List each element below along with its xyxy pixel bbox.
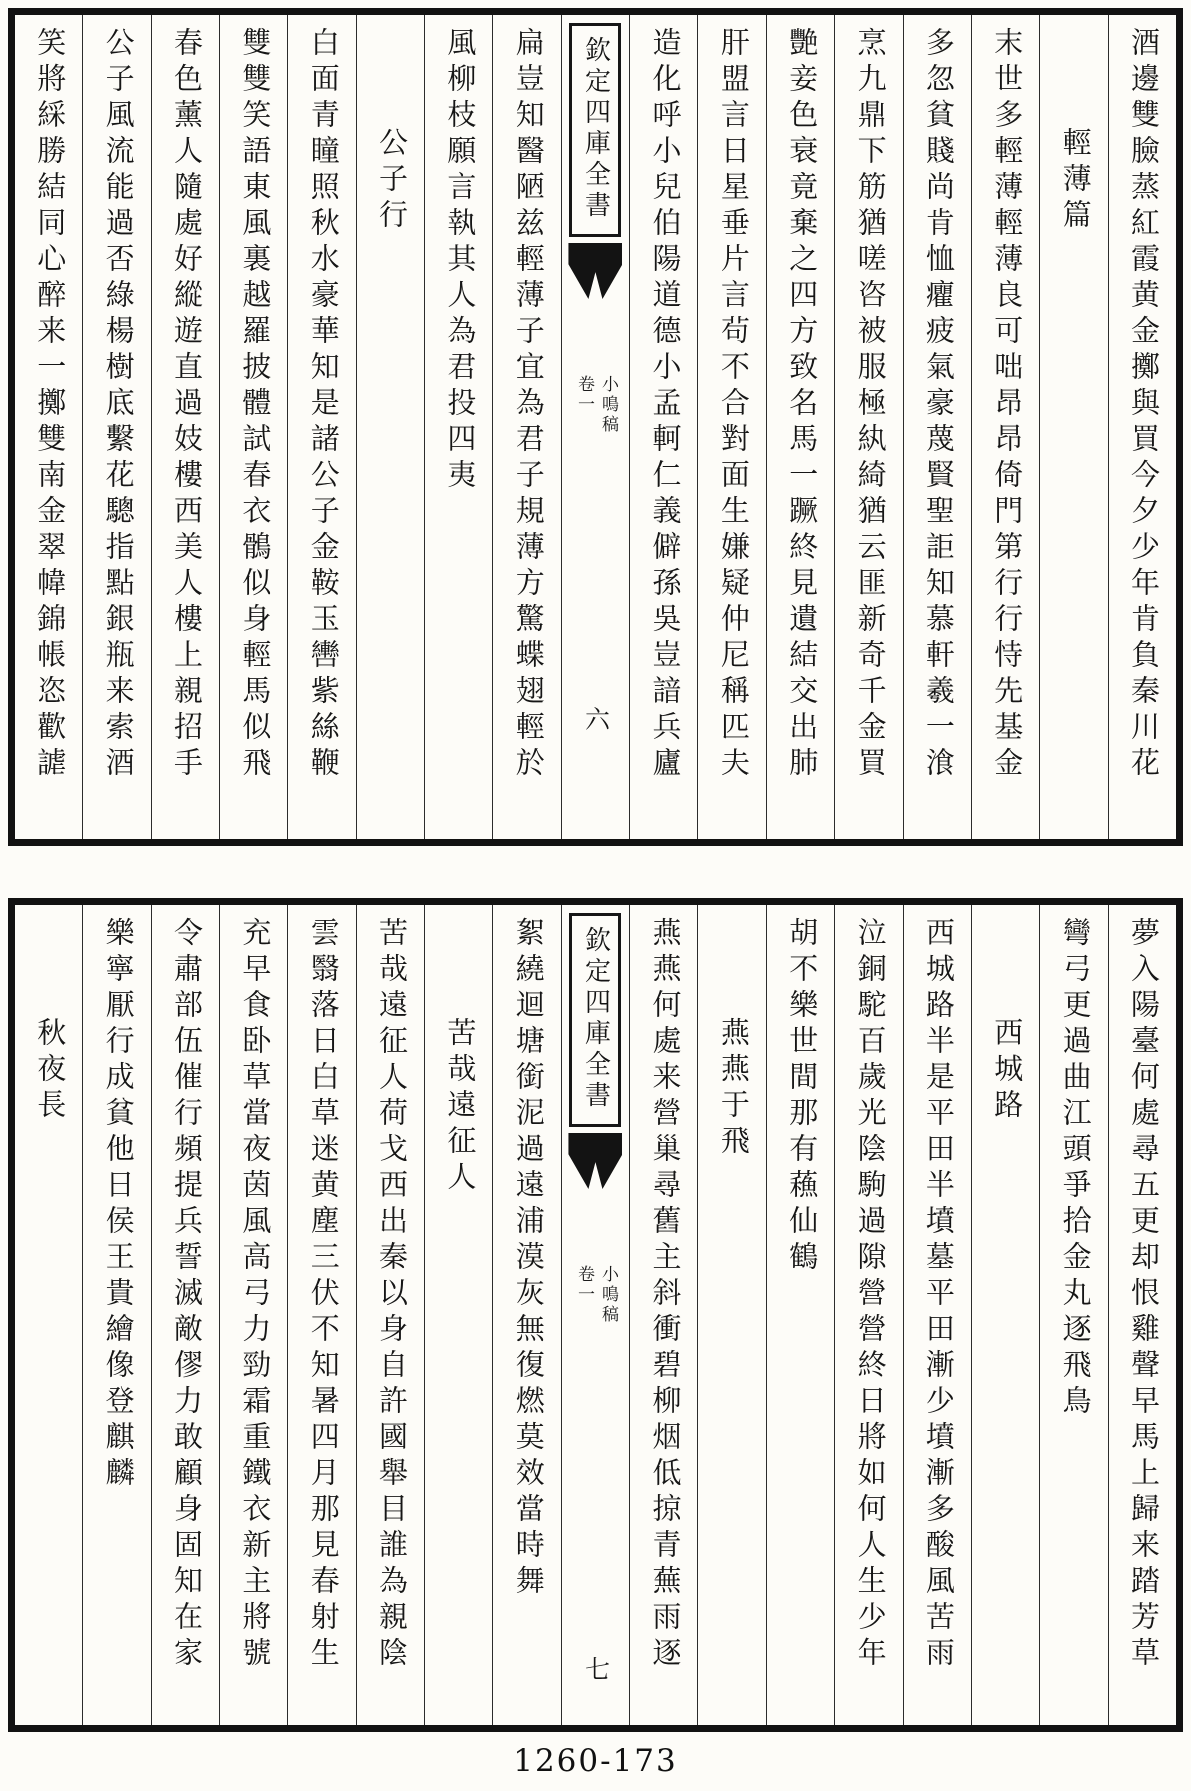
page-number: 1260-173: [513, 1742, 678, 1779]
center-fold-column: [562, 905, 630, 1725]
book-title: 小鳴稿: [597, 1265, 618, 1325]
poem-text-column: 苦哉遠征人荷戈西出秦以身自許國舉目誰為親陰: [357, 905, 425, 1725]
poem-text-column: 雙雙笑語東風裏越羅披體試春衣鶻似身輕馬似飛: [220, 15, 288, 839]
poem-title-column: 西城路: [972, 905, 1040, 1725]
poem-title-column: 輕薄篇: [1040, 15, 1108, 839]
poem-text-column: 春色薰人隨處好縱遊直過妓樓西美人樓上親招手: [152, 15, 220, 839]
poem-title-column: 公子行: [357, 15, 425, 839]
poem-text-column: 公子風流能過否綠楊樹底繫花驄指點銀瓶来索酒: [83, 15, 151, 839]
poem-text-column: 絮繞迴塘銜泥過遠浦漠灰無復燃莫效當時舞: [493, 905, 561, 1725]
folio-block-bottom: [8, 898, 1183, 1732]
poem-text-column: 夢入陽臺何處尋五更却恨雞聲早馬上歸来踏芳草: [1127, 917, 1161, 1673]
poem-title-column: 苦哉遠征人: [425, 905, 493, 1725]
poem-text-column: 造化呼小兒伯陽道德小孟軻仁義僻孫吳豈諳兵廬: [630, 15, 698, 839]
series-title-box: [569, 23, 621, 237]
poem-text-column: 泣銅駝百歲光陰駒過隙營營終日將如何人生少年: [835, 905, 903, 1725]
poem-text-column: 西城路半是平田半墳墓平田漸少墳漸多酸風苦雨: [904, 905, 972, 1725]
series-title: 欽定四庫全書: [580, 36, 611, 222]
column-grid-bottom: [15, 905, 1176, 1725]
poem-title-column: 秋夜長: [15, 905, 83, 1725]
book-title: 小鳴稿: [597, 375, 618, 435]
poem-text-column: 末世多輕薄輕薄良可咄昂昂倚門第行行恃先基金: [972, 15, 1040, 839]
center-fold-column: [562, 15, 630, 839]
book-title-group: [573, 1265, 618, 1325]
poem-text-column: 樂寧厭行成貧他日侯王貴繪像登麒麟: [83, 905, 151, 1725]
folio-number: 七: [581, 1656, 611, 1681]
series-title-box: [569, 913, 621, 1127]
book-title-group: [573, 375, 618, 435]
poem-text-column: 多忽貧賤尚肯恤癯疲氣豪蔑賢聖詎知慕軒羲一湌: [904, 15, 972, 839]
volume-label: 卷一: [573, 375, 594, 415]
poem-text-column: 扁豈知醫陋兹輕薄子宜為君子規薄方驚蝶翅輕於: [493, 15, 561, 839]
fish-tail-mark: [568, 243, 622, 299]
folio-number: 六: [581, 706, 611, 731]
poem-text-column: 酒邊雙臉蒸紅霞黄金擲與買今夕少年肯負秦川花: [1127, 27, 1161, 783]
volume-label: 卷一: [573, 1265, 594, 1305]
poem-text-column: 白面青瞳照秋水豪華知是諸公子金鞍玉轡紫絲鞭: [288, 15, 356, 839]
poem-text-column: 令肅部伍催行頻提兵誓滅敵僇力敢顧身固知在家: [152, 905, 220, 1725]
poem-text-column: 胡不樂世間那有蘓仙鶴: [767, 905, 835, 1725]
poem-text-column: 雲翳落日白草迷黄塵三伏不知暑四月那見春射生: [288, 905, 356, 1725]
poem-text-column: 風柳枝願言執其人為君投四夷: [425, 15, 493, 839]
poem-text-column: 燕燕何處来營巢尋舊主斜衝碧柳烟低掠青蕪雨逐: [630, 905, 698, 1725]
poem-text-column: 笑將綵勝結同心醉来一擲雙南金翠幃錦帳恣歡謔: [15, 15, 83, 839]
block-gap: [0, 846, 1191, 898]
poem-text-column: 彎弓更過曲江頭爭拾金丸逐飛鳥: [1040, 905, 1108, 1725]
poem-text-column: 充早食卧草當夜茵風高弓力勁霜重鐵衣新主將號: [220, 905, 288, 1725]
folio-block-top: [8, 8, 1183, 846]
poem-text-column: 肝盟言日星垂片言茍不合對面生嫌疑仲尼稱匹夫: [698, 15, 766, 839]
poem-text-column: 艷妾色衰竟棄之四方致名馬一蹶終見遺結交出肺: [767, 15, 835, 839]
column-grid-top: [15, 15, 1176, 839]
series-title: 欽定四庫全書: [580, 926, 611, 1112]
poem-text-column: 烹九鼎下筋猶嗟咨被服極紈綺猶云匪新奇千金買: [835, 15, 903, 839]
poem-title-column: 燕燕于飛: [698, 905, 766, 1725]
fish-tail-mark: [568, 1133, 622, 1189]
